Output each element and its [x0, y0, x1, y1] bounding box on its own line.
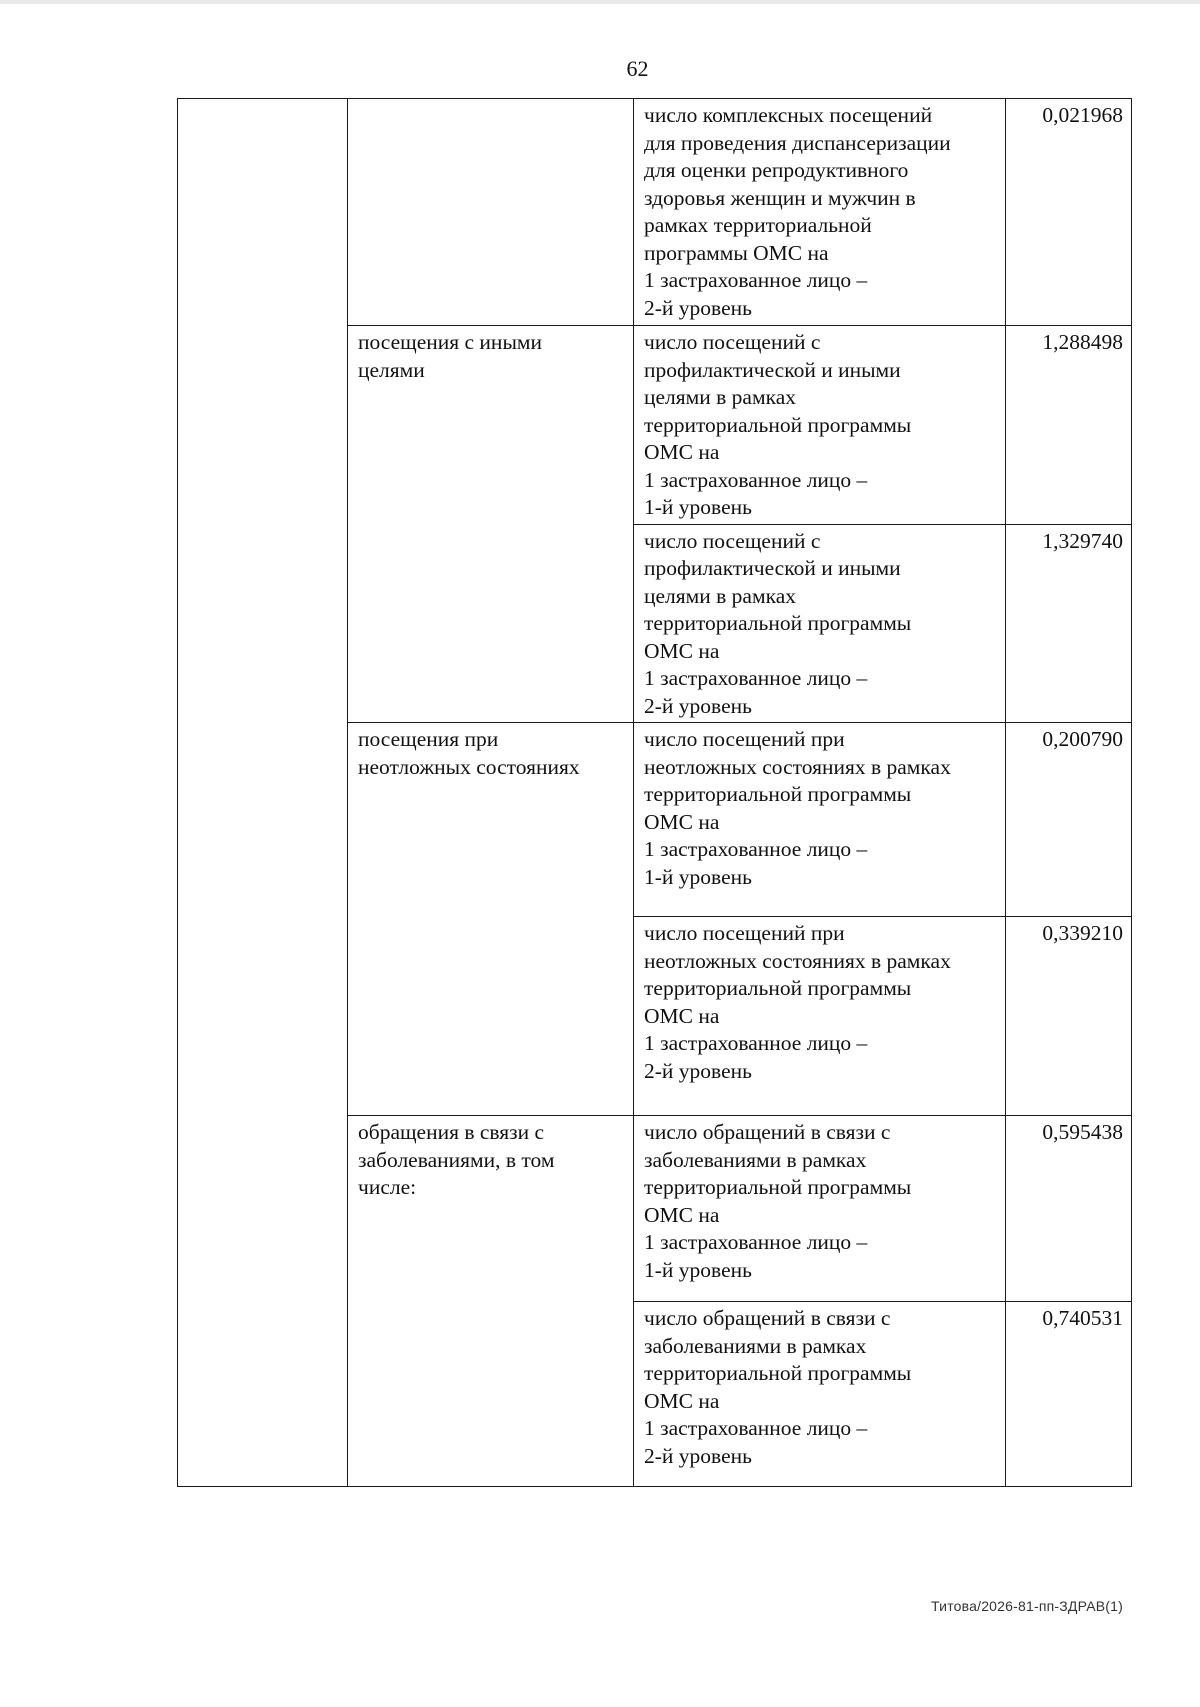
indicator-cell: число обращений в связи с заболеваниями в рамках территориальной программы ОМС на 1 застрахованное лицо – 1-й уровень	[634, 1116, 1006, 1302]
indicator-cell: число посещений с профилактической и иными целями в рамках территориальной программы ОМС на 1 застрахованное лицо – 1-й уровень	[634, 326, 1006, 525]
value-cell: 0,595438	[1006, 1116, 1132, 1302]
table-wrap	[177, 98, 1131, 1483]
document-code: Титова/2026-81-пп-ЗДРАВ(1)	[931, 1598, 1123, 1614]
value-cell: 0,021968	[1006, 99, 1132, 326]
scan-edge	[0, 0, 1200, 4]
category-cell: обращения в связи с заболеваниями, в том числе:	[348, 1116, 634, 1487]
indicator-cell: число комплексных посещений для проведения диспансеризации для оценки репродуктивного здоровья женщин и мужчин в рамках территориальной программы ОМС на 1 застрахованное лицо – 2-й уровень	[634, 99, 1006, 326]
indicator-cell: число посещений при неотложных состояниях в рамках территориальной программы ОМС на 1 застрахованное лицо – 2-й уровень	[634, 917, 1006, 1116]
category-cell: посещения при неотложных состояниях	[348, 723, 634, 1116]
indicator-cell: число обращений в связи с заболеваниями в рамках территориальной программы ОМС на 1 застрахованное лицо – 2-й уровень	[634, 1302, 1006, 1487]
value-cell: 0,339210	[1006, 917, 1132, 1116]
value-cell: 1,329740	[1006, 524, 1132, 723]
value-cell: 1,288498	[1006, 326, 1132, 525]
indicator-table	[177, 98, 1132, 1487]
indicator-cell: число посещений при неотложных состояниях в рамках территориальной программы ОМС на 1 застрахованное лицо – 1-й уровень	[634, 723, 1006, 917]
table-row	[178, 99, 1132, 326]
category-cell	[348, 99, 634, 326]
indicator-cell: число посещений с профилактической и иными целями в рамках территориальной программы ОМС на 1 застрахованное лицо – 2-й уровень	[634, 524, 1006, 723]
blank-section-cell	[178, 99, 348, 1487]
value-cell: 0,200790	[1006, 723, 1132, 917]
page-number: 62	[626, 56, 649, 81]
value-cell: 0,740531	[1006, 1302, 1132, 1487]
category-cell: посещения с иными целями	[348, 326, 634, 723]
